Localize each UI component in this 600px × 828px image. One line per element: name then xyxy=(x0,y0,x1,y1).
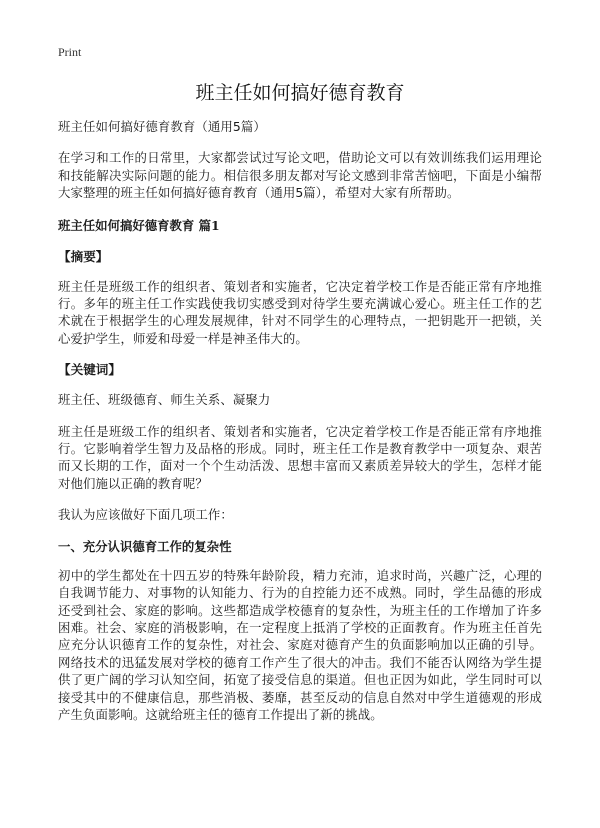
keywords-text: 班主任、班级德育、师生关系、凝聚力 xyxy=(58,392,271,408)
keywords-heading: 【关键词】 xyxy=(58,362,121,378)
body-paragraph-1: 班主任是班级工作的组织者、策划者和实施者，它决定着学校工作是否能正常有序地推行。它影响着学生智力及品格的形成。同时，班主任工作是教育教学中一项复杂、艰苦而又长期的工作，面对一个个生动活泼、思想丰富而又素质差异较大的学生，怎样才能对他们施以正确的教育呢？ xyxy=(58,423,542,491)
abstract-text: 班主任是班级工作的组织者、策划者和实施者，它决定着学校工作是否能正常有序地推行。多年的班主任工作实践使我切实感受到对待学生要充满诚心爱心。班主任工作的艺术就在于根据学生的心理发展规律，针对不同学生的心理特点，一把钥匙开一把锁，关心爱护学生，师爱和母爱一样是神圣伟大的。 xyxy=(58,278,542,346)
section-1-text: 初中的学生都处在十四五岁的特殊年龄阶段，精力充沛，追求时尚，兴趣广泛，心理的自我调节能力、对事物的认知能力、行为的自控能力还不成熟。同时，学生品德的形成还受到社会、家庭的影响。这些都造成学校德育的复杂性，为班主任的工作增加了许多困难。社会、家庭的消极影响，在一定程度上抵消了学校的正面教育。作为班主任首先应充分认识德育工作的复杂性，对社会、家庭对德育产生的负面影响加以正确的引导。网络技术的迅猛发展对学校的德育工作产生了很大的冲击。我们不能否认网络为学生提供了更广阔的学习认知空间，拓宽了接受信息的渠道。但也正因为如此，学生同时可以接受其中的不健康信息，那些消极、萎靡，甚至反动的信息自然对中学生道德观的形成产生负面影响。这就给班主任的德育工作提出了新的挑战。 xyxy=(58,567,542,722)
intro-paragraph: 在学习和工作的日常里，大家都尝试过写论文吧，借助论文可以有效训练我们运用理论和技能解决实际问题的能力。相信很多朋友都对写论文感到非常苦恼吧，下面是小编帮大家整理的班主任如何搞好德育教育（通用5篇），希望对大家有所帮助。 xyxy=(58,150,542,201)
print-label[interactable]: Print xyxy=(58,45,82,59)
abstract-heading: 【摘要】 xyxy=(58,248,109,264)
document-subtitle: 班主任如何搞好德育教育（通用5篇） xyxy=(58,119,266,134)
section-1-heading: 一、充分认识德育工作的复杂性 xyxy=(58,538,232,554)
body-paragraph-2: 我认为应该做好下面几项工作： xyxy=(58,507,233,523)
document-title: 班主任如何搞好德育教育 xyxy=(195,82,405,104)
article-title: 班主任如何搞好德育教育 篇1 xyxy=(58,217,220,233)
